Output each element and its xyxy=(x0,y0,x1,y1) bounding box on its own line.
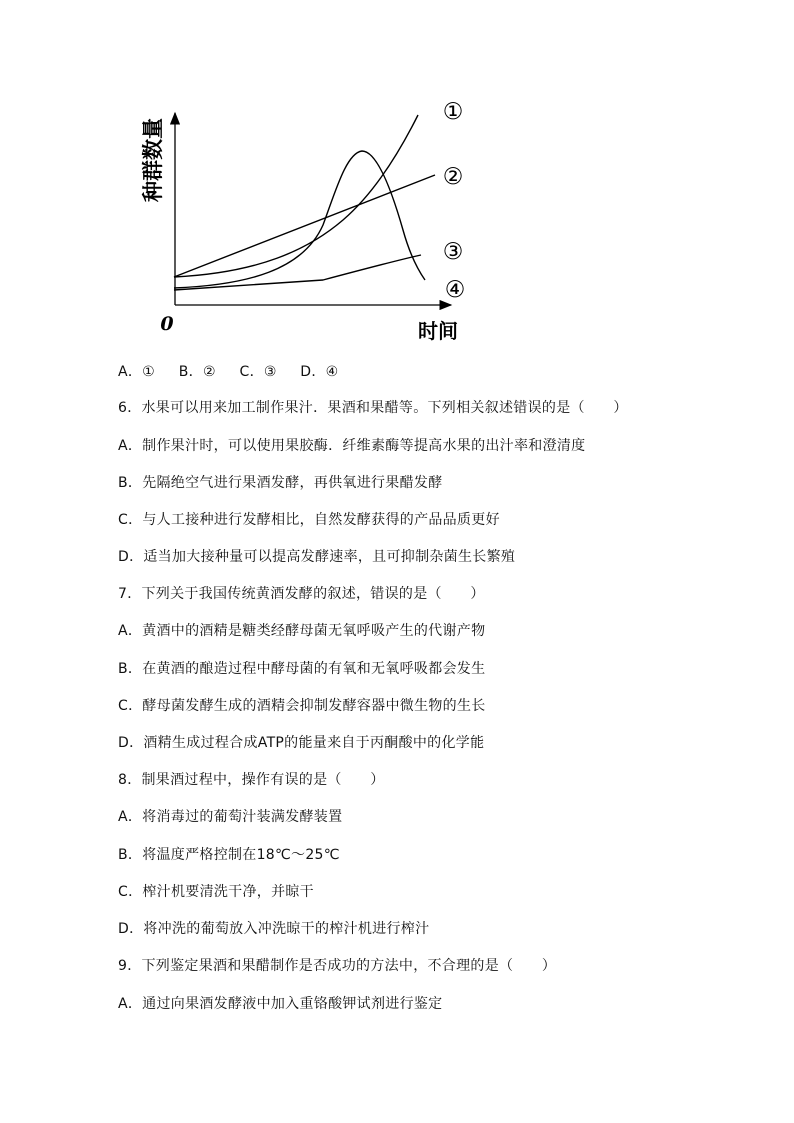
y-axis-label: 种群数量 xyxy=(141,118,165,202)
curve-label-1: ① xyxy=(442,99,464,125)
question-6-option-d: D．适当加大接种量可以提高发酵速率，且可抑制杂菌生长繁殖 xyxy=(118,549,516,565)
q5-option-a: A．① xyxy=(118,364,156,380)
question-7-option-b: B．在黄酒的酿造过程中酵母菌的有氧和无氧呼吸都会发生 xyxy=(118,661,486,677)
question-7-option-a: A．黄酒中的酒精是糖类经酵母菌无氧呼吸产生的代谢产物 xyxy=(118,623,486,639)
question-8-option-b: B．将温度严格控制在18℃～25℃ xyxy=(118,847,340,863)
question-7-stem: 7．下列关于我国传统黄酒发酵的叙述，错误的是（ ） xyxy=(118,586,485,602)
question-8-option-d: D．将冲洗的葡萄放入冲洗晾干的榨汁机进行榨汁 xyxy=(118,921,430,937)
question-7-option-d: D．酒精生成过程合成ATP的能量来自于丙酮酸中的化学能 xyxy=(118,735,485,751)
question-8-option-c: C．榨汁机要清洗干净，并晾干 xyxy=(118,884,314,900)
curve-label-2: ② xyxy=(442,164,464,190)
curve-label-3: ③ xyxy=(442,239,464,265)
question-6-stem: 6．水果可以用来加工制作果汁．果酒和果醋等。下列相关叙述错误的是（ ） xyxy=(118,400,628,416)
question-9-stem: 9．下列鉴定果酒和果醋制作是否成功的方法中，不合理的是（ ） xyxy=(118,958,557,974)
question-7-option-c: C．酵母菌发酵生成的酒精会抑制发酵容器中微生物的生长 xyxy=(118,698,486,714)
curve-label-4: ④ xyxy=(444,277,466,303)
x-axis-label: 时间 xyxy=(418,319,458,343)
question-8-stem: 8．制果酒过程中，操作有误的是（ ） xyxy=(118,772,385,788)
curve-4 xyxy=(174,151,425,288)
q5-option-b: B．② xyxy=(178,364,216,380)
question-8-option-a: A．将消毒过的葡萄汁装满发酵装置 xyxy=(118,809,343,825)
question-6-option-c: C．与人工接种进行发酵相比，自然发酵获得的产品品质更好 xyxy=(118,512,500,528)
question-6-option-b: B．先隔绝空气进行果酒发酵，再供氧进行果醋发酵 xyxy=(118,475,443,491)
question-6-option-a: A．制作果汁时，可以使用果胶酶．纤维素酶等提高水果的出汁率和澄清度 xyxy=(118,438,586,454)
question-9-option-a: A．通过向果酒发酵液中加入重铬酸钾试剂进行鉴定 xyxy=(118,996,443,1012)
q5-options xyxy=(118,363,339,381)
q5-option-c: C．③ xyxy=(239,364,277,380)
q5-option-d: D．④ xyxy=(300,364,339,380)
origin-label: 0 xyxy=(160,313,174,335)
population-graph xyxy=(138,95,478,345)
